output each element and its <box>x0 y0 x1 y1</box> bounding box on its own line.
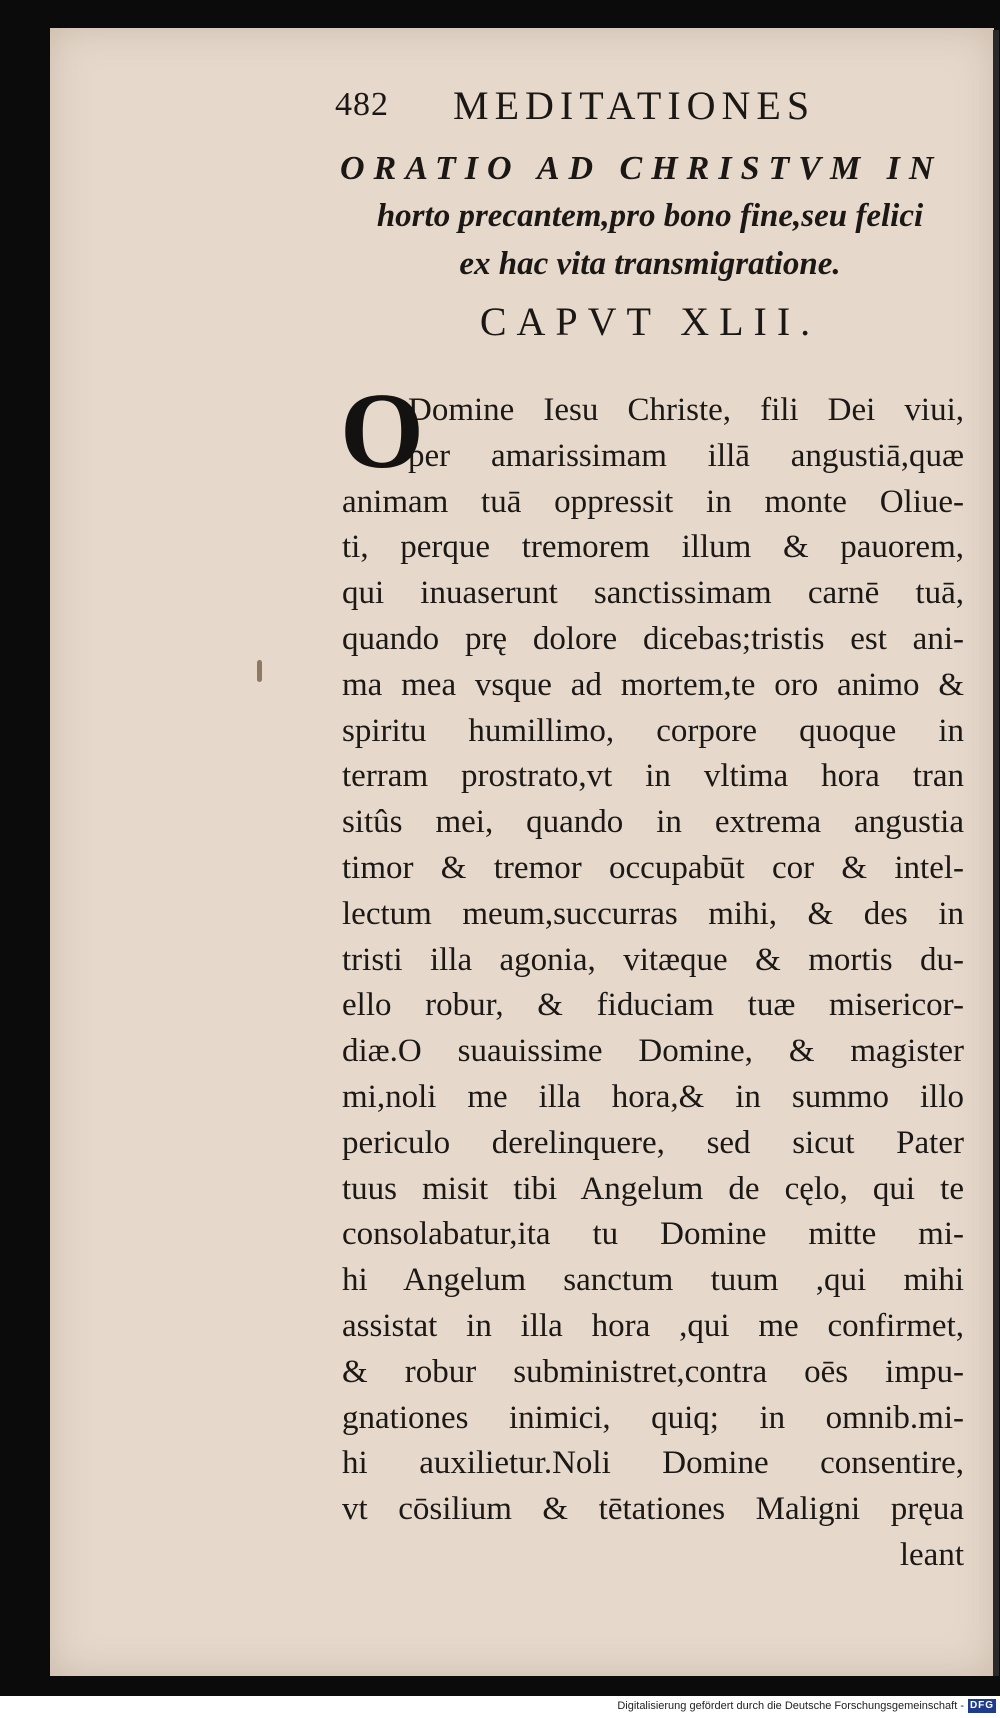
text-line: hi auxilietur.Noli Domine consentire, <box>342 1445 964 1482</box>
text-line: & robur subministret,contra oēs impu- <box>342 1353 964 1390</box>
text-line: timor & tremor occupabūt cor & intel- <box>342 849 964 886</box>
text-line: mi,noli me illa hora,& in summo illo <box>342 1078 964 1115</box>
text-line: diæ.O suauissime Domine, & magister <box>342 1033 964 1070</box>
text-line: qui inuaserunt sanctissimam carnē tuā, <box>342 575 964 612</box>
text-line: tristi illa agonia, vitæque & mortis du- <box>342 941 964 978</box>
text-line: vt cōsilium & tētationes Maligni pręua <box>342 1491 964 1528</box>
text-line: ello robur, & fiduciam tuæ misericor- <box>342 987 964 1024</box>
funding-credit: Digitalisierung gefördert durch die Deutsche Forschungsgemeinschaft - <box>617 1700 964 1712</box>
text-line: animam tuā oppressit in monte Oliue- <box>342 483 964 520</box>
text-line: per amarissimam illā angustiā,quæ <box>408 437 964 474</box>
text-line: quando prę dolore dicebas;tristis est ani- <box>342 620 964 657</box>
running-header <box>335 82 955 132</box>
running-title: MEDITATIONES <box>453 83 816 128</box>
text-line: lectum meum,succurras mihi, & des in <box>342 895 964 932</box>
text-line: spiritu humillimo, corpore quoque in <box>342 712 964 749</box>
ink-smudge <box>257 660 262 682</box>
text-line: ti, perque tremorem illum & pauorem, <box>342 529 964 566</box>
text-line: gnationes inimici, quiq; in omnib.mi- <box>342 1399 964 1436</box>
text-line: assistat in illa hora ,qui me confirmet, <box>342 1307 964 1344</box>
heading-line-1: ORATIO AD CHRISTVM IN <box>340 150 943 187</box>
text-line: Domine Iesu Christe, fili Dei viui, <box>408 392 964 428</box>
body-text <box>340 372 964 1579</box>
dfg-logo: DFG <box>969 1700 995 1711</box>
text-line: hi Angelum sanctum tuum ,qui mihi <box>342 1262 964 1299</box>
section-heading <box>340 146 960 288</box>
drop-cap: O <box>340 372 425 491</box>
text-line: sitûs mei, quando in extrema angustia <box>342 804 964 841</box>
text-line: tuus misit tibi Angelum de cęlo, qui te <box>342 1170 964 1207</box>
text-line: ma mea vsque ad mortem,te oro animo & <box>342 666 964 703</box>
text-line: terram prostrato,vt in vltima hora tran <box>342 758 964 795</box>
chapter-title: CAPVT XLII. <box>479 299 821 344</box>
heading-line-3: ex hac vita transmigratione. <box>459 246 841 282</box>
page-edge <box>993 30 999 1676</box>
text-line: periculo derelinquere, sed sicut Pater <box>342 1124 964 1161</box>
text-line: consolabatur,ita tu Domine mitte mi- <box>342 1216 964 1253</box>
heading-line-2: horto precantem,pro bono fine,seu felici <box>376 198 924 234</box>
catchword: leant <box>899 1536 964 1573</box>
page-number: 482 <box>335 86 389 123</box>
